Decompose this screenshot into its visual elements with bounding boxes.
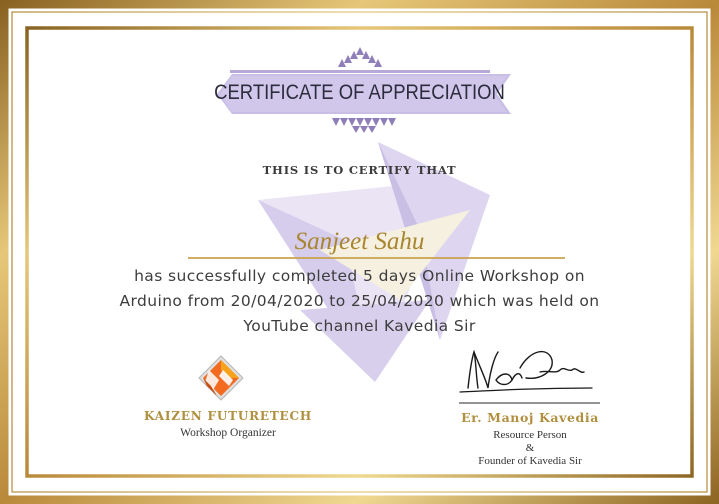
kaizen-logo — [199, 356, 243, 400]
banner-zigzag-top — [338, 47, 382, 67]
recipient-name: Sanjeet Sahu — [294, 228, 425, 255]
signature — [460, 352, 592, 392]
body-line-3: YouTube channel Kavedia Sir — [243, 317, 476, 335]
banner-zigzag-bottom — [332, 118, 396, 133]
body-line-2: Arduino from 20/04/2020 to 25/04/2020 which was held on — [119, 292, 600, 310]
background-triangle-pattern — [258, 142, 490, 382]
body-line-1: has successfully completed 5 days Online Workshop on — [134, 267, 585, 285]
certify-line: THIS IS TO CERTIFY THAT — [262, 163, 457, 177]
organizer-role: Workshop Organizer — [180, 427, 276, 439]
signatory-role: Resource Person — [493, 429, 567, 441]
signatory-ampersand: & — [525, 442, 535, 454]
signatory-name: Er. Manoj Kavedia — [461, 410, 599, 425]
organizer-name: KAIZEN FUTURETECH — [144, 409, 312, 423]
signatory-title: Founder of Kavedia Sir — [478, 455, 582, 467]
certificate-title: CERTIFICATE OF APPRECIATION — [214, 80, 505, 104]
